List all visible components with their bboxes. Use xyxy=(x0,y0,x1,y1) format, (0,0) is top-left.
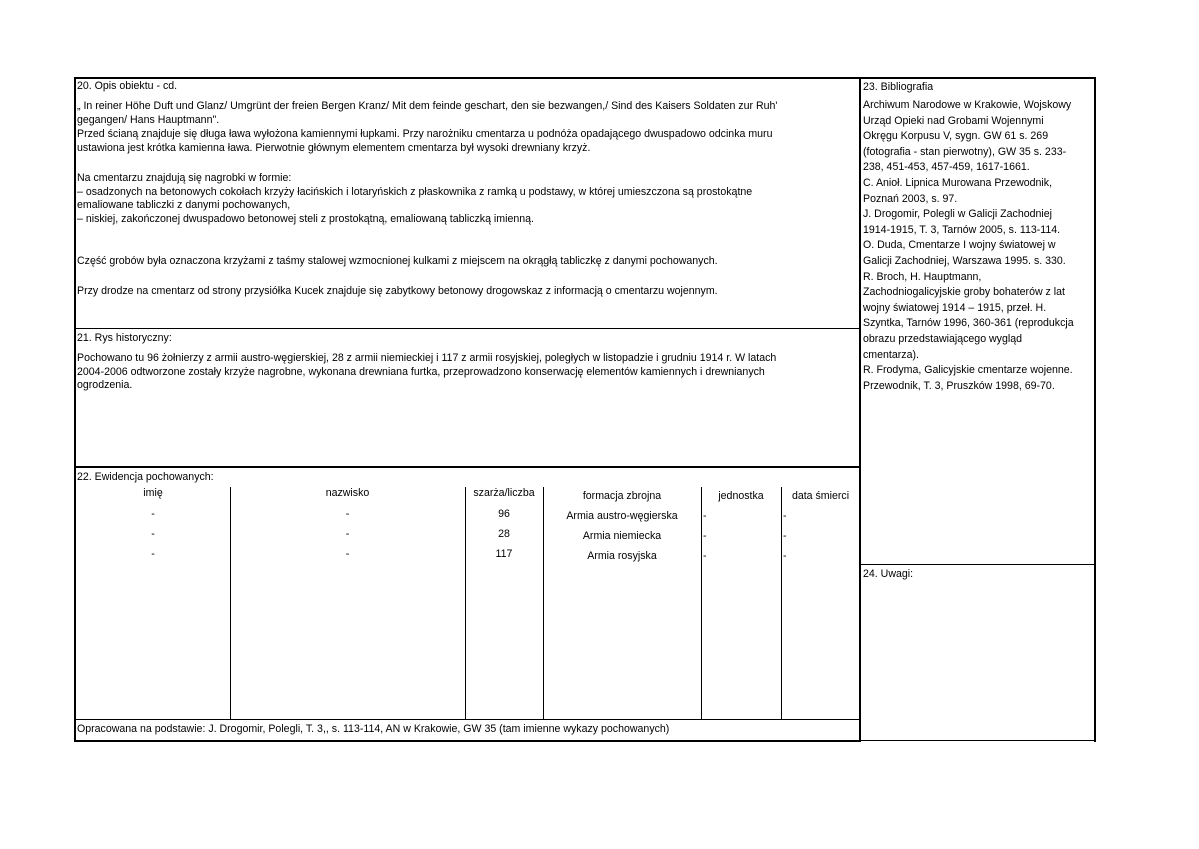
col-header-formacja: formacja zbrojna xyxy=(582,490,662,502)
divider-source xyxy=(74,719,861,720)
section-20-paragraph-4: Przy drodze na cmentarz od strony przysiółka Kucek znajduje się zabytkowy betonowy drogowskaz z informacją o cmentarzu wojennym. xyxy=(77,285,718,297)
frame-bottom-right xyxy=(859,740,1096,741)
cell-nazwisko: - xyxy=(345,548,350,560)
section-22-header: 22. Ewidencja pochowanych: xyxy=(77,471,214,483)
cell-jednostka: - xyxy=(703,510,707,522)
cell-liczba: 117 xyxy=(495,548,513,560)
section-20-paragraph-2: Na cmentarzu znajdują się nagrobki w formie: – osadzonych na betonowych cokołach krzyży łacińskich i lotaryńskich z płaskownika z ramką u podstawy, w której umieszczona są prostokątne emaliowane tabliczki z danymi pochowanych, – niskiej, zakończonej dwuspadowo betonowej steli z prostokątną, emaliowaną tabliczką imienną. xyxy=(77,172,753,225)
cell-imie: - xyxy=(151,528,155,540)
frame-top xyxy=(74,77,1096,79)
section-23-header: 23. Bibliografia xyxy=(863,81,934,93)
divider-21 xyxy=(74,328,861,329)
frame-bottom-left xyxy=(74,740,861,742)
cell-liczba: 96 xyxy=(498,508,510,520)
table-header-row xyxy=(76,487,860,504)
section-20-header: 20. Opis obiektu - cd. xyxy=(77,80,178,92)
cell-nazwisko: - xyxy=(345,528,350,540)
cell-formacja: Armia rosyjska xyxy=(587,550,657,562)
divider-24 xyxy=(859,564,1096,565)
burials-table xyxy=(76,487,860,564)
col-header-jednostka: jednostka xyxy=(718,490,764,502)
cell-liczba: 28 xyxy=(498,528,510,540)
col-header-imie: imię xyxy=(143,487,163,499)
cell-data-smierci: - xyxy=(783,550,787,562)
table-row xyxy=(76,524,860,544)
section-20-quote: „ In reiner Höhe Duft und Glanz/ Umgrünt der freien Bergen Kranz/ Mit dem feinde geschart, den sie bezwangen,/ Sind des Kaisers Soldaten zur Ruh' gegangen/ Hans Hauptmann". xyxy=(77,100,778,126)
table-row xyxy=(76,544,860,564)
section-24-header: 24. Uwagi: xyxy=(863,568,914,580)
section-20-paragraph-3: Część grobów była oznaczona krzyżami z taśmy stalowej wzmocnionej kulkami z miejscem na okrągłą tabliczkę z danymi pochowanych. xyxy=(77,255,718,267)
section-21-text: Pochowano tu 96 żołnierzy z armii austro-węgierskiej, 28 z armii niemieckiej i 117 z armii rosyjskiej, poległych w listopadzie i grudniu 1914 r. W latach 2004-2006 odtworzone zostały krzyże nagrobne, wykonana drewniana furtka, przeprowadzono konserwację elementów kamiennych i drewnianych ogrodzenia. xyxy=(77,352,777,392)
cell-data-smierci: - xyxy=(783,510,787,522)
divider-22 xyxy=(74,466,861,468)
section-21-header: 21. Rys historyczny: xyxy=(77,332,172,344)
source-note: Opracowana na podstawie: J. Drogomir, Polegli, T. 3,, s. 113-114, AN w Krakowie, GW 35 (tam imienne wykazy pochowanych) xyxy=(77,723,670,735)
frame-left xyxy=(74,77,76,742)
col-header-nazwisko: nazwisko xyxy=(325,487,370,499)
cell-data-smierci: - xyxy=(783,530,787,542)
section-20-paragraph-1: Przed ścianą znajduje się długa ława wyłożona kamiennymi łupkami. Przy narożniku cmentarza u podnóża opadającego dwuspadowo odcinka muru ustawiona jest krótka kamienna ława. Pierwotnie głównym elementem cmentarza był wysoki drewniany krzyż. xyxy=(77,128,773,154)
cell-jednostka: - xyxy=(703,530,707,542)
cell-imie: - xyxy=(151,508,155,520)
col-header-data-smierci: data śmierci xyxy=(791,490,850,502)
cell-nazwisko: - xyxy=(345,508,350,520)
cell-imie: - xyxy=(151,548,155,560)
table-row xyxy=(76,504,860,524)
cell-formacja: Armia austro-węgierska xyxy=(566,510,678,522)
cell-formacja: Armia niemiecka xyxy=(582,530,662,542)
col-header-szarza: szarża/liczba xyxy=(473,487,535,499)
bibliography-list: Archiwum Narodowe w Krakowie, Wojskowy Urząd Opieki nad Grobami Wojennymi Okręgu Korpusu V, sygn. GW 61 s. 269 (fotografia - stan pierwotny), GW 35 s. 233- 238, 451-453, 457-459, 1617-1661. C. Anioł. Lipnica Murowana Przewodnik, Poznań 2003, s. 97. J. Drogomir, Polegli w Galicji Zachodniej 1914-1915, T. 3, Tarnów 2005, s. 113-114. O. Duda, Cmentarze I wojny światowej w Galicji Zachodniej, Warszawa 1995. s. 330. R. Broch, H. Hauptmann, Zachodniogalicyjskie groby bohaterów z lat wojny światowej 1914 – 1915, przeł. H. Szyntka, Tarnów 1996, 360-361 (reprodukcja obrazu przedstawiającego wygląd cmentarza). R. Frodyma, Galicyjskie cmentarze wojenne. Przewodnik, T. 3, Pruszków 1998, 69-70. xyxy=(863,99,1074,392)
column-divider xyxy=(859,77,861,742)
cell-jednostka: - xyxy=(703,550,707,562)
